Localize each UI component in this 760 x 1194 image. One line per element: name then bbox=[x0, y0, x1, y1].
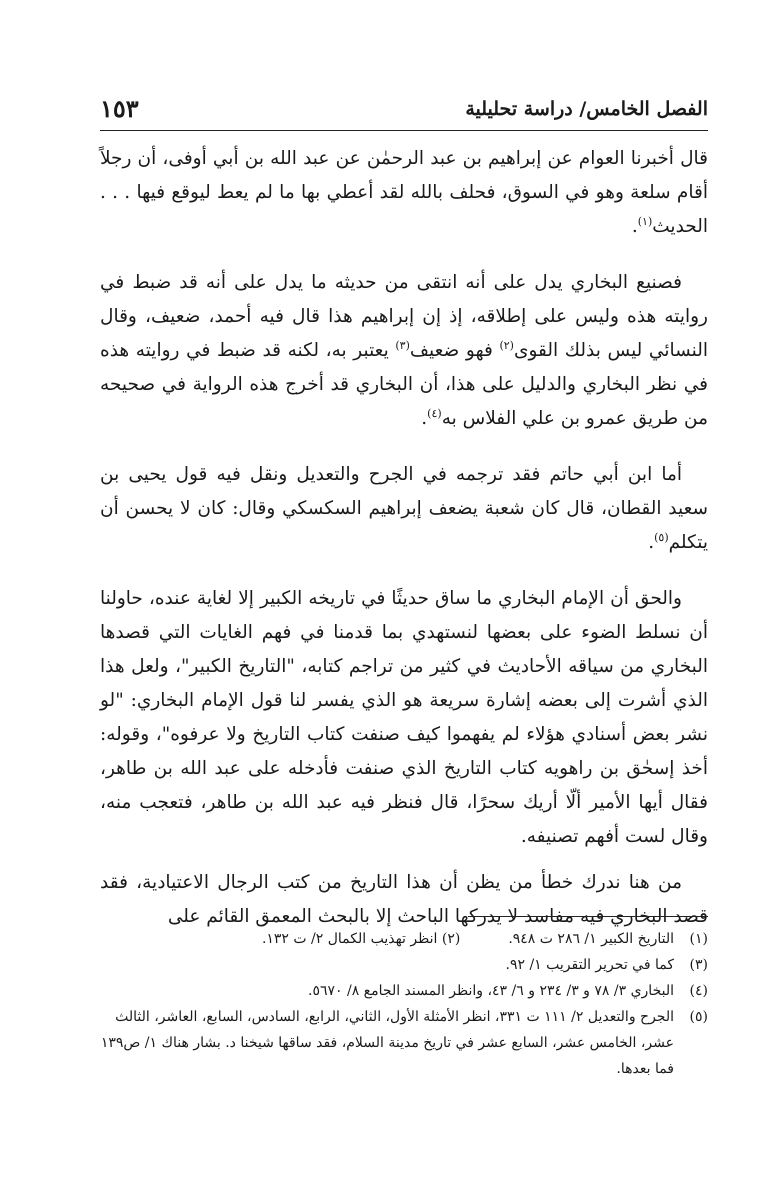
footnote-reference: (٢) bbox=[499, 338, 514, 352]
footnote-text: كما في تحرير التقريب ١/ ٩٢. bbox=[505, 957, 674, 973]
paragraph bbox=[100, 866, 708, 934]
footnote bbox=[100, 978, 708, 1004]
footnote-text: الجرح والتعديل ٢/ ١١١ ت ٣٣١، انظر الأمثلة الأول، الثاني، الرابع، السادس، السابع، العاشر، الثالث عشر، الخامس عشر، السابع عشر في تاريخ مدينة السلام، فقد ساقها شيخنا د. بشار هناك ١/ ص١٣٩ فما بعدها. bbox=[100, 1009, 674, 1077]
footnote-number: (٢) bbox=[441, 931, 461, 947]
paragraph-text: فصنيع البخاري يدل على أنه انتقى من حديثه ما يدل على أنه قد ضبط في روايته هذه وليس على إطلاقه، إذ إن إبراهيم هذا قال فيه أحمد، ضعيف، وقال النسائي ليس بذلك القوى bbox=[100, 272, 708, 361]
footnote bbox=[100, 1004, 708, 1082]
paragraph-text: . bbox=[421, 408, 428, 429]
paragraph-text: فهو ضعيف bbox=[409, 340, 500, 361]
paragraph-text: . bbox=[648, 532, 655, 553]
footnote-reference: (١) bbox=[637, 214, 653, 228]
footnote-text: التاريخ الكبير ١/ ٢٨٦ ت ٩٤٨. bbox=[508, 931, 674, 947]
paragraph-text: . bbox=[631, 216, 638, 237]
footnote-text-group bbox=[100, 926, 674, 952]
footnote-reference: (٣) bbox=[395, 338, 410, 352]
footnote-reference: (٥) bbox=[654, 530, 669, 544]
footnote-text: انظر تهذيب الكمال ٢/ ت ١٣٢. bbox=[261, 931, 438, 947]
footnote-text: البخاري ٣/ ٧٨ و ٣/ ٢٣٤ و ٦/ ٤٣، وانظر المسند الجامع ٨/ ٥٦٧٠. bbox=[308, 983, 674, 999]
paragraph bbox=[100, 582, 708, 854]
paragraph-text: يعتبر به، لكنه قد ضبط في روايته هذه في نظر البخاري والدليل على هذا، أن البخاري قد أخرج هذه الرواية في صحيحه من طريق عمرو بن علي الفلاس به bbox=[100, 340, 708, 429]
paragraph bbox=[100, 142, 708, 244]
paragraph bbox=[100, 266, 708, 436]
paragraph bbox=[100, 458, 708, 560]
paragraph-text: قال أخبرنا العوام عن إبراهيم بن عبد الرحمٰن عن عبد الله بن أبي أوفى، أن رجلاً أقام سلعة وهو في السوق، فحلف بالله لقد أعطي بها ما لم يعط ليوقع فيها . . . الحديث bbox=[100, 148, 708, 237]
footnote-number: (٥) bbox=[689, 1009, 708, 1025]
page-header bbox=[100, 92, 708, 131]
page-number: ١٥٣ bbox=[100, 94, 139, 123]
footnote bbox=[100, 926, 708, 952]
paragraph-text: والحق أن الإمام البخاري ما ساق حديثًا في تاريخه الكبير إلا لغاية عنده، حاولنا أن نسلط الضوء على بعضها لنستهدي بما قدمنا في فهم الغايات التي قصدها البخاري من سياقه الأحاديث في كثير من تراجم كتابه، "التاريخ الكبير"، ولعل هذا الذي أشرت إلى بعضه إشارة سريعة هو الذي يفسر لنا قول الإمام البخاري: "لو نشر بعض أسنادي هؤلاء لم يفهموا كيف صنفت كتاب التاريخ ولا عرفوه"، وقوله: أخذ إسحٰق بن راهويه كتاب التاريخ الذي صنفت فأدخله على عبد الله بن طاهر، فقال أيها الأمير ألّا أريك سحرًا، قال فنظر فيه عبد الله بن طاهر، فتعجب منه، وقال لست أفهم تصنيفه. bbox=[100, 588, 708, 847]
footnotes bbox=[100, 926, 708, 1082]
footnote-reference: (٤) bbox=[427, 406, 442, 420]
footnote bbox=[100, 952, 708, 978]
paragraph-text: من هنا ندرك خطأ من يظن أن هذا التاريخ من كتب الرجال الاعتيادية، فقد قصد البخاري فيه مفاسد لا يدركها الباحث إلا بالبحث المعمق القائم على bbox=[100, 872, 708, 927]
running-title: الفصل الخامس/ دراسة تحليلية bbox=[465, 98, 708, 120]
footnote-number: (١) bbox=[689, 931, 708, 947]
paragraph-text: أما ابن أبي حاتم فقد ترجمه في الجرح والتعديل ونقل فيه قول يحيى بن سعيد القطان، قال كان شعبة يضعف إبراهيم السكسكي وقال: كان لا يحسن أن يتكلم bbox=[100, 464, 708, 553]
footnote-number: (٣) bbox=[689, 957, 708, 973]
footnote-separator bbox=[468, 916, 708, 917]
footnote-number: (٤) bbox=[689, 983, 708, 999]
main-text bbox=[100, 142, 708, 946]
